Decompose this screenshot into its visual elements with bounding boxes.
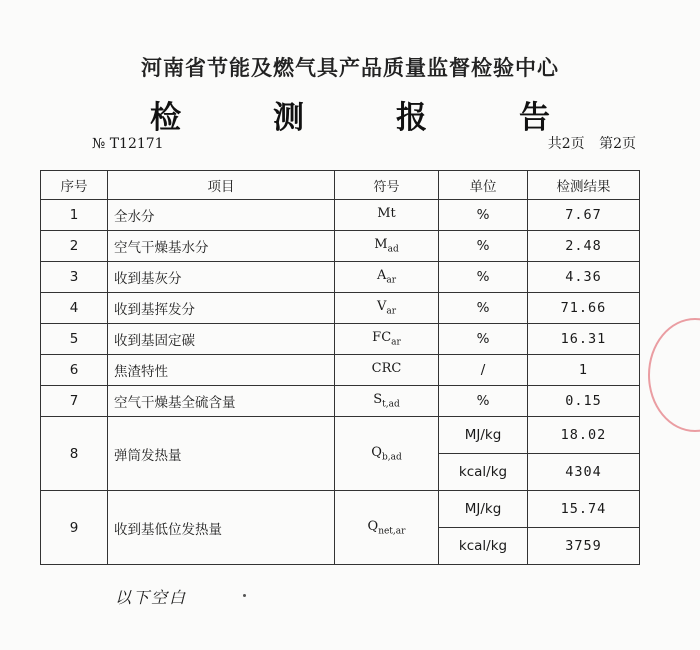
result-cell: 4304 [528, 454, 640, 491]
unit-cell: % [439, 324, 528, 355]
unit-cell: MJ/kg [439, 417, 528, 454]
result-cell: 71.66 [528, 293, 640, 324]
symbol-base: CRC [371, 361, 402, 377]
result-cell: 16.31 [528, 324, 640, 355]
organization-name: 河南省节能及燃气具产品质量监督检验中心 [141, 56, 559, 80]
item-name: 收到基固定碳 [108, 324, 335, 355]
item-name: 空气干燥基全硫含量 [108, 386, 335, 417]
symbol-cell [335, 324, 439, 355]
symbol-cell [335, 262, 439, 293]
symbol-cell [335, 231, 439, 262]
report-number: № T12171 [92, 136, 164, 152]
page-current: 第2页 [599, 136, 636, 152]
table-row [41, 417, 640, 454]
symbol-subscript: b,ad [381, 452, 402, 463]
table-row [41, 231, 640, 262]
symbol-base: S [373, 392, 383, 408]
stamp-seal [648, 318, 700, 432]
result-cell: 3759 [528, 528, 640, 565]
symbol-subscript: net,ar [378, 526, 406, 537]
title-char: 测 [273, 100, 304, 136]
header-no: 序号 [41, 171, 108, 200]
table-row [41, 386, 640, 417]
item-name: 收到基灰分 [108, 262, 335, 293]
symbol-cell [335, 355, 439, 386]
table-row [41, 491, 640, 528]
speck [243, 594, 246, 597]
title-char: 告 [519, 100, 550, 136]
table-row [41, 293, 640, 324]
item-name: 弹筒发热量 [108, 417, 335, 491]
item-name: 收到基低位发热量 [108, 491, 335, 565]
item-name: 空气干燥基水分 [108, 231, 335, 262]
symbol-cell [335, 200, 439, 231]
pages-total: 共2页 [547, 136, 585, 152]
unit-cell: % [439, 293, 528, 324]
result-cell: 1 [528, 355, 640, 386]
item-name: 焦渣特性 [108, 355, 335, 386]
header-symbol: 符号 [335, 171, 439, 200]
item-name: 全水分 [108, 200, 335, 231]
table-row [41, 324, 640, 355]
symbol-cell [335, 417, 439, 491]
unit-cell: MJ/kg [439, 491, 528, 528]
table-row [41, 355, 640, 386]
row-number: 5 [41, 324, 108, 355]
title-char: 检 [150, 100, 181, 136]
symbol-cell [335, 293, 439, 324]
result-cell: 2.48 [528, 231, 640, 262]
symbol-base: FC [372, 330, 392, 346]
symbol-base: Q [371, 444, 382, 460]
title-char: 报 [396, 100, 427, 136]
symbol-base: Q [367, 518, 379, 534]
symbol-cell [335, 386, 439, 417]
table-header-row [41, 171, 640, 200]
row-number: 1 [41, 200, 108, 231]
symbol-subscript: t,ad [382, 399, 400, 410]
symbol-subscript: ar [386, 275, 397, 286]
row-number: 8 [41, 417, 108, 491]
header-result: 检测结果 [528, 171, 640, 200]
report-title [150, 92, 550, 137]
symbol-subscript: ar [386, 306, 397, 317]
symbol-subscript: ad [387, 244, 399, 255]
unit-cell: % [439, 386, 528, 417]
row-number: 2 [41, 231, 108, 262]
unit-cell: kcal/kg [439, 454, 528, 491]
row-number: 6 [41, 355, 108, 386]
symbol-cell [335, 491, 439, 565]
table-row [41, 262, 640, 293]
result-cell: 4.36 [528, 262, 640, 293]
row-number: 3 [41, 262, 108, 293]
symbol-subscript: ar [391, 337, 401, 348]
header-unit: 单位 [439, 171, 528, 200]
blank-note: 以下空白 [115, 588, 188, 607]
result-cell: 0.15 [528, 386, 640, 417]
unit-cell: % [439, 231, 528, 262]
symbol-base: M [374, 237, 388, 253]
table-row [41, 200, 640, 231]
row-number: 9 [41, 491, 108, 565]
unit-cell: % [439, 200, 528, 231]
results-table [40, 170, 640, 565]
result-cell: 7.67 [528, 200, 640, 231]
symbol-base: A [376, 268, 387, 284]
result-cell: 18.02 [528, 417, 640, 454]
page-indicator [538, 133, 636, 153]
result-cell: 15.74 [528, 491, 640, 528]
row-number: 7 [41, 386, 108, 417]
symbol-base: V [376, 299, 387, 315]
row-number: 4 [41, 293, 108, 324]
unit-cell: / [439, 355, 528, 386]
symbol-base: Mt [377, 206, 396, 222]
header-item: 项目 [108, 171, 335, 200]
item-name: 收到基挥发分 [108, 293, 335, 324]
unit-cell: kcal/kg [439, 528, 528, 565]
unit-cell: % [439, 262, 528, 293]
